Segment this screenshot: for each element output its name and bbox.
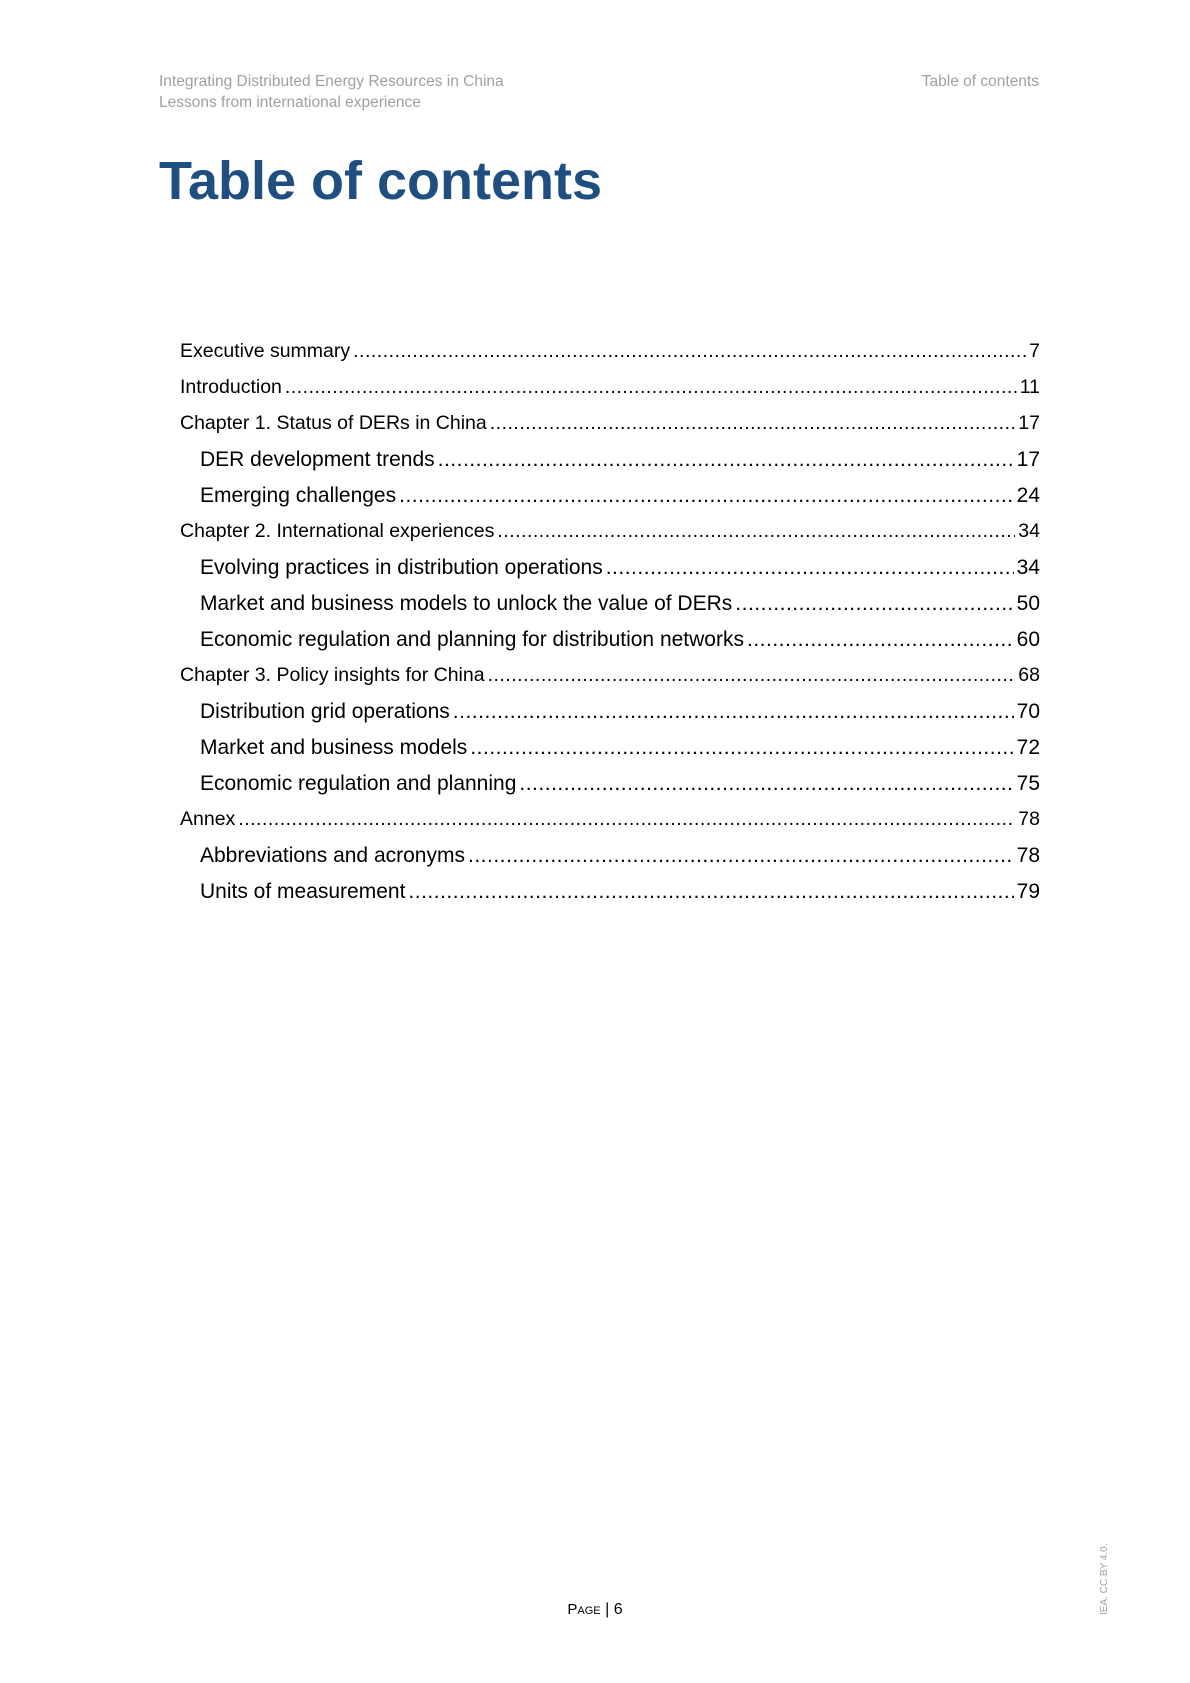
toc-entry-label: Chapter 2. International experiences — [180, 520, 495, 542]
toc-entry-label: Economic regulation and planning — [200, 772, 517, 795]
toc-entry-page-number: 17 — [1016, 448, 1040, 471]
toc-entry-label: Distribution grid operations — [200, 700, 450, 723]
toc-dot-leader — [438, 448, 1014, 472]
toc-dot-leader — [285, 376, 1017, 399]
toc-entry[interactable] — [180, 592, 1040, 628]
toc-entry-page-number: 78 — [1016, 844, 1040, 867]
toc-entry-page-number: 68 — [1018, 664, 1040, 686]
toc-dot-leader — [488, 664, 1016, 687]
toc-dot-leader — [470, 736, 1013, 760]
footer-page-number: 6 — [613, 1601, 623, 1618]
toc-entry-label: Annex — [180, 808, 236, 830]
toc-entry-page-number: 50 — [1016, 592, 1040, 615]
copyright-notice-wrap — [1098, 1540, 1112, 1615]
toc-entry-label: Market and business models to unlock the value of DERs — [200, 592, 733, 615]
toc-entry-label: Chapter 3. Policy insights for China — [180, 664, 485, 686]
toc-entry[interactable] — [180, 736, 1040, 772]
toc-entry[interactable] — [180, 880, 1040, 916]
toc-dot-leader — [408, 880, 1013, 904]
toc-entry-label: Emerging challenges — [200, 484, 397, 507]
toc-entry-page-number: 75 — [1016, 772, 1040, 795]
page-title: Table of contents — [159, 151, 603, 211]
copyright-notice: IEA. CC BY 4.0. — [1099, 1543, 1110, 1615]
toc-dot-leader — [490, 412, 1016, 435]
toc-entry-label: Executive summary — [180, 340, 351, 362]
toc-entry-page-number: 24 — [1016, 484, 1040, 507]
toc-entry[interactable] — [180, 664, 1040, 700]
toc-entry-label: Introduction — [180, 376, 282, 398]
toc-entry-page-number: 79 — [1016, 880, 1040, 903]
toc-entry[interactable] — [180, 556, 1040, 592]
toc-entry-page-number: 70 — [1016, 700, 1040, 723]
toc-dot-leader — [468, 844, 1014, 868]
toc-dot-leader — [399, 484, 1014, 508]
toc-entry-label: Evolving practices in distribution operations — [200, 556, 603, 579]
table-of-contents — [180, 340, 1040, 916]
toc-entry[interactable] — [180, 448, 1040, 484]
toc-entry[interactable] — [180, 340, 1040, 376]
toc-dot-leader — [497, 520, 1015, 543]
header-section-name: Table of contents — [921, 73, 1039, 90]
toc-entry[interactable] — [180, 844, 1040, 880]
toc-entry[interactable] — [180, 484, 1040, 520]
toc-entry[interactable] — [180, 808, 1040, 844]
toc-entry-page-number: 34 — [1018, 520, 1040, 542]
toc-entry-page-number: 17 — [1018, 412, 1040, 434]
toc-dot-leader — [519, 772, 1013, 796]
toc-entry[interactable] — [180, 412, 1040, 448]
toc-entry-label: Abbreviations and acronyms — [200, 844, 465, 867]
toc-dot-leader — [735, 592, 1013, 616]
footer-page-word: Page — [567, 1601, 601, 1618]
running-header — [159, 71, 504, 113]
toc-entry-page-number: 34 — [1016, 556, 1040, 579]
toc-entry[interactable] — [180, 700, 1040, 736]
toc-entry-page-number: 11 — [1019, 376, 1040, 398]
header-report-subtitle: Lessons from international experience — [159, 94, 421, 111]
page-footer — [0, 1601, 1190, 1619]
toc-entry[interactable] — [180, 628, 1040, 664]
toc-dot-leader — [353, 340, 1026, 363]
toc-entry-label: Market and business models — [200, 736, 468, 759]
toc-dot-leader — [238, 808, 1015, 831]
toc-entry-page-number: 7 — [1029, 340, 1040, 362]
header-report-title: Integrating Distributed Energy Resources in China — [159, 73, 504, 90]
footer-separator: | — [605, 1601, 610, 1618]
toc-entry-page-number: 72 — [1016, 736, 1040, 759]
toc-entry-label: Economic regulation and planning for distribution networks — [200, 628, 744, 651]
toc-dot-leader — [453, 700, 1014, 724]
toc-entry-label: DER development trends — [200, 448, 435, 471]
toc-entry-label: Chapter 1. Status of DERs in China — [180, 412, 487, 434]
toc-entry[interactable] — [180, 772, 1040, 808]
toc-entry-page-number: 60 — [1016, 628, 1040, 651]
toc-dot-leader — [747, 628, 1014, 652]
toc-entry[interactable] — [180, 376, 1040, 412]
toc-dot-leader — [606, 556, 1014, 580]
toc-entry-page-number: 78 — [1018, 808, 1040, 830]
toc-entry-label: Units of measurement — [200, 880, 406, 903]
toc-entry[interactable] — [180, 520, 1040, 556]
